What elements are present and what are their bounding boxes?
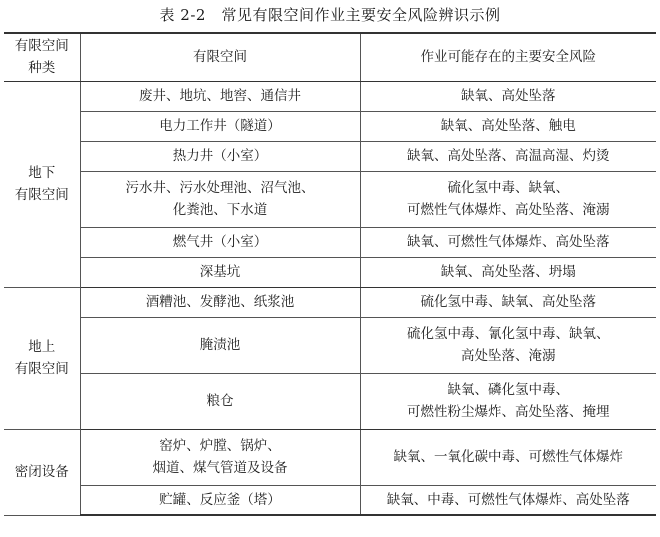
risk-cell: 缺氧、磷化氢中毒、 可燃性粉尘爆炸、高处坠落、掩埋 [360, 373, 656, 429]
header-category: 有限空间 种类 [4, 33, 80, 81]
space-cell: 窑炉、炉膛、锅炉、 烟道、煤气管道及设备 [80, 429, 360, 485]
table-caption: 表 2-2 常见有限空间作业主要安全风险辨识示例 [159, 6, 501, 24]
category-cell: 地上 有限空间 [4, 287, 80, 429]
table-row [4, 81, 656, 111]
space-cell: 粮仓 [80, 373, 360, 429]
space-cell: 酒糟池、发酵池、纸浆池 [80, 287, 360, 317]
risk-cell: 硫化氢中毒、缺氧、 可燃性气体爆炸、高处坠落、淹溺 [360, 171, 656, 227]
table-row [4, 287, 656, 317]
risk-cell: 缺氧、可燃性气体爆炸、高处坠落 [360, 227, 656, 257]
table-row [4, 111, 656, 141]
risk-cell: 缺氧、高处坠落、坍塌 [360, 257, 656, 287]
space-cell: 深基坑 [80, 257, 360, 287]
risk-cell: 缺氧、高处坠落 [360, 81, 656, 111]
risk-cell: 缺氧、高处坠落、触电 [360, 111, 656, 141]
table-row [4, 141, 656, 171]
space-cell: 热力井（小室） [80, 141, 360, 171]
space-cell: 腌渍池 [80, 317, 360, 373]
category-cell: 密闭设备 [4, 429, 80, 515]
table-row [4, 373, 656, 429]
space-cell: 污水井、污水处理池、沼气池、 化粪池、下水道 [80, 171, 360, 227]
header-risk: 作业可能存在的主要安全风险 [360, 33, 656, 81]
space-cell: 贮罐、反应釜（塔） [80, 485, 360, 515]
table-row [4, 227, 656, 257]
space-cell: 电力工作井（隧道） [80, 111, 360, 141]
header-row [4, 33, 656, 81]
table-row [4, 485, 656, 515]
risk-table [4, 32, 656, 516]
table-row [4, 257, 656, 287]
risk-cell: 硫化氢中毒、缺氧、高处坠落 [360, 287, 656, 317]
risk-cell: 硫化氢中毒、氰化氢中毒、缺氧、 高处坠落、淹溺 [360, 317, 656, 373]
space-cell: 废井、地坑、地窖、通信井 [80, 81, 360, 111]
table-row [4, 171, 656, 227]
risk-cell: 缺氧、中毒、可燃性气体爆炸、高处坠落 [360, 485, 656, 515]
header-space: 有限空间 [80, 33, 360, 81]
table-row [4, 429, 656, 485]
category-cell: 地下 有限空间 [4, 81, 80, 287]
table-row [4, 317, 656, 373]
space-cell: 燃气井（小室） [80, 227, 360, 257]
risk-cell: 缺氧、高处坠落、高温高湿、灼烫 [360, 141, 656, 171]
risk-cell: 缺氧、一氧化碳中毒、可燃性气体爆炸 [360, 429, 656, 485]
